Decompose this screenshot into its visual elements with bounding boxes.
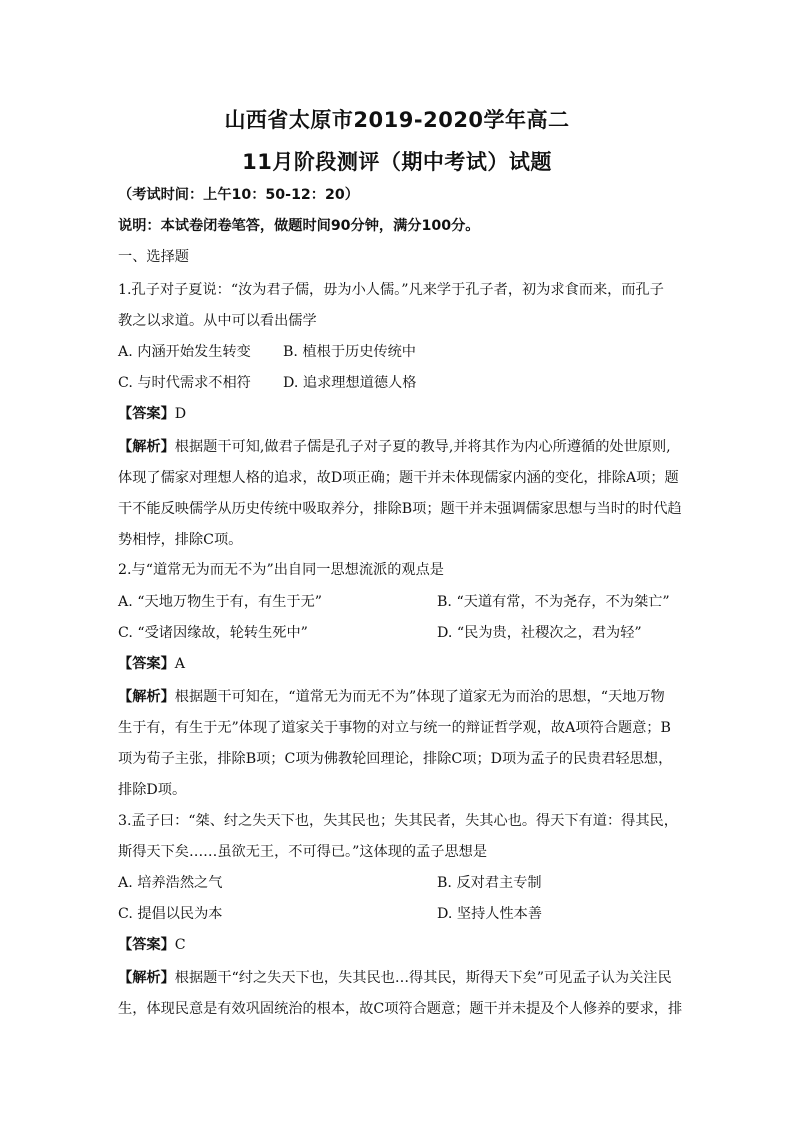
question-1-analysis-line-4: 势相悖，排除C项。 bbox=[118, 532, 243, 548]
analysis-text: 根据题干可知在，“道常无为而无不为”体现了道家无为而治的思想，“天地万物 bbox=[174, 689, 665, 705]
question-1-analysis-line-3: 干不能反映儒学从历史传统中吸取养分，排除B项；题干并未强调儒家思想与当时的时代趋 bbox=[118, 501, 682, 517]
analysis-text: 根据题干可知,做君子儒是孔子对子夏的教导,并将其作为内心所遵循的处世原则, bbox=[174, 439, 671, 455]
question-2-analysis-line-1 bbox=[118, 687, 678, 707]
question-1-option-b: B. 植根于历史传统中 bbox=[283, 344, 416, 360]
document-title: 山西省太原市2019-2020学年高二 bbox=[224, 108, 570, 132]
question-1-option-c: C. 与时代需求不相符 bbox=[118, 375, 251, 391]
answer-value: D bbox=[174, 406, 187, 422]
question-3-stem-line-2: 斯得天下矣……虽欲无王，不可得已。”这体现的孟子思想是 bbox=[118, 844, 488, 860]
question-1-analysis-line-1 bbox=[118, 437, 678, 457]
question-3-option-c: C. 提倡以民为本 bbox=[118, 906, 223, 922]
question-1-option-d: D. 追求理想道德人格 bbox=[283, 375, 417, 391]
question-1-option-a: A. 内涵开始发生转变 bbox=[118, 344, 251, 360]
exam-time: （考试时间：上午10：50-12：20） bbox=[118, 187, 359, 203]
question-2-analysis-line-2: 生于有，有生于无”体现了道家关于事物的对立与统一的辩证哲学观，故A项符合题意；B bbox=[118, 720, 671, 736]
question-2-option-d: D. “民为贵，社稷次之，君为轻” bbox=[437, 625, 642, 641]
document-subtitle: 11月阶段测评（期中考试）试题 bbox=[242, 150, 552, 174]
question-2-stem-line-1: 2.与“道常无为而无不为”出自同一思想流派的观点是 bbox=[118, 562, 444, 578]
question-2-option-c: C. “受诸因缘故，轮转生死中” bbox=[118, 625, 308, 641]
question-3-analysis-line-2: 生，体现民意是有效巩固统治的根本，故C项符合题意；题干并未提及个人修养的要求，排 bbox=[118, 1001, 683, 1017]
question-3-option-a: A. 培养浩然之气 bbox=[118, 875, 223, 891]
question-3-option-d: D. 坚持人性本善 bbox=[437, 906, 543, 922]
answer-tag: 【答案】 bbox=[118, 406, 175, 422]
answer-tag: 【答案】 bbox=[118, 937, 175, 953]
question-2-answer bbox=[118, 654, 678, 674]
answer-tag: 【答案】 bbox=[118, 656, 175, 672]
answer-value: C bbox=[174, 937, 186, 953]
section-heading: 一、选择题 bbox=[118, 249, 189, 265]
analysis-tag: 【解析】 bbox=[118, 970, 175, 986]
analysis-tag: 【解析】 bbox=[118, 689, 175, 705]
question-2-option-a: A. “天地万物生于有，有生于无” bbox=[118, 594, 323, 610]
analysis-text: 根据题干“纣之失天下也，失其民也…得其民，斯得天下矣”可见孟子认为关注民 bbox=[174, 970, 672, 986]
question-1-stem-line-1: 1.孔子对子夏说：“汝为君子儒，毋为小人儒。”凡来学于孔子者，初为求食而来，而孔子 bbox=[118, 282, 664, 298]
question-1-stem-line-2: 教之以求道。从中可以看出儒学 bbox=[118, 313, 317, 329]
question-2-option-b: B. “天道有常，不为尧存，不为桀亡” bbox=[437, 594, 670, 610]
question-3-analysis-line-1 bbox=[118, 968, 678, 988]
question-1-answer bbox=[118, 404, 678, 424]
question-1-analysis-line-2: 体现了儒家对理想人格的追求，故D项正确；题干并未体现儒家内涵的变化，排除A项；题 bbox=[118, 470, 679, 486]
question-3-stem-line-1: 3.孟子曰：“桀、纣之失天下也，失其民也；失其民者，失其心也。得天下有道：得其民， bbox=[118, 813, 678, 829]
question-3-option-b: B. 反对君主专制 bbox=[437, 875, 542, 891]
answer-value: A bbox=[174, 656, 186, 672]
question-3-answer bbox=[118, 935, 678, 955]
instructions: 说明：本试卷闭卷笔答，做题时间90分钟，满分100分。 bbox=[118, 218, 480, 234]
question-2-analysis-line-3: 项为荀子主张，排除B项；C项为佛教轮回理论，排除C项；D项为孟子的民贵君轻思想， bbox=[118, 751, 673, 767]
analysis-tag: 【解析】 bbox=[118, 439, 175, 455]
question-2-analysis-line-4: 排除D项。 bbox=[118, 782, 187, 798]
